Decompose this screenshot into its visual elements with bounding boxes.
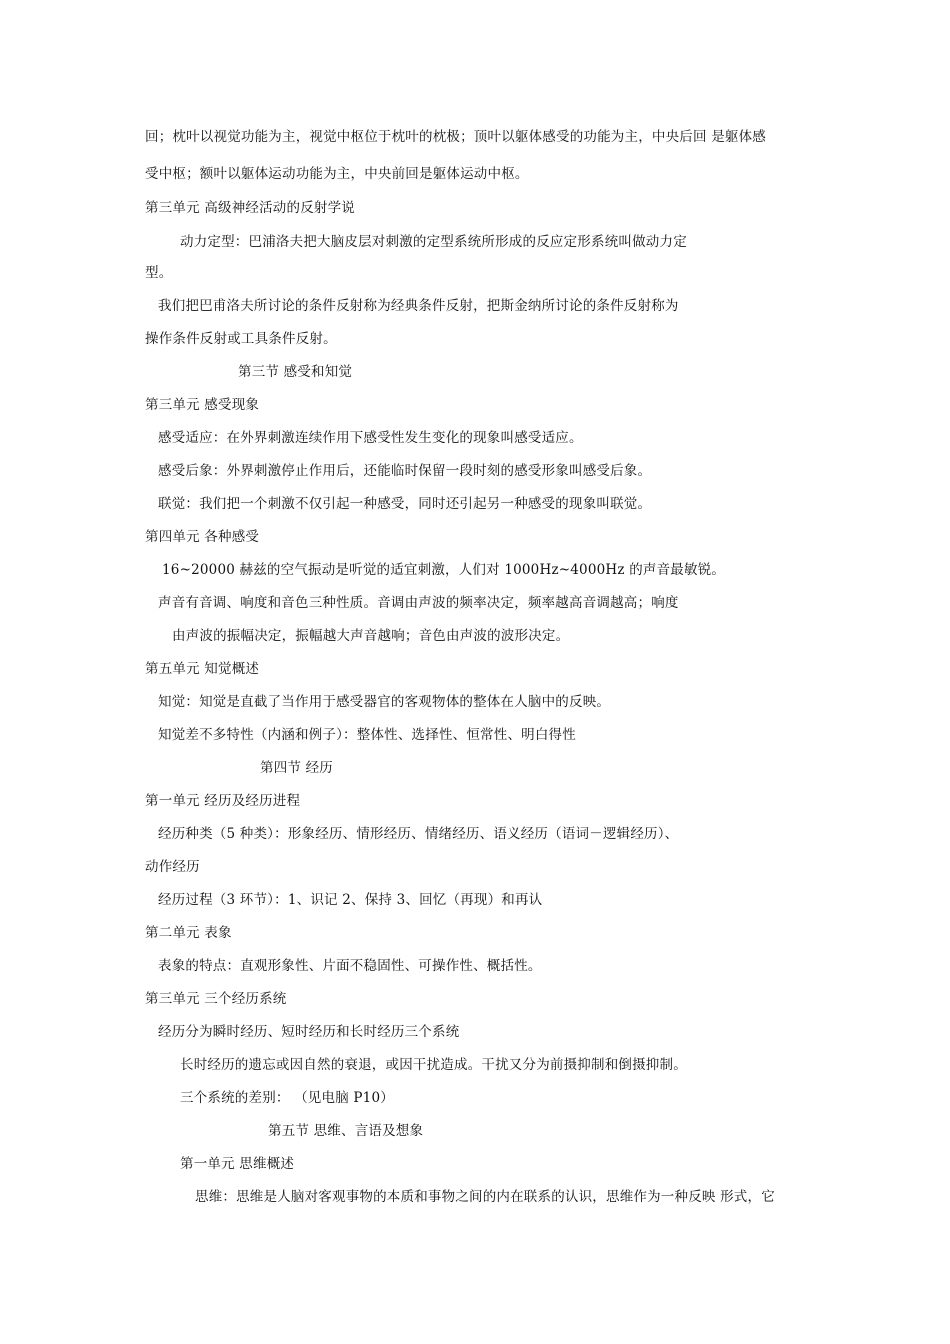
paragraph-line: 经历种类（5 种类）：形象经历、情形经历、情绪经历、语义经历（语词－逻辑经历）、 <box>158 826 679 842</box>
paragraph-line: 由声波的振幅决定，振幅越大声音越响；音色由声波的波形决定。 <box>172 628 570 644</box>
section-heading: 第四单元 各种感受 <box>145 529 260 545</box>
paragraph-line: 经历分为瞬时经历、短时经历和长时经历三个系统 <box>158 1024 460 1040</box>
paragraph-line: 知觉：知觉是直截了当作用于感受器官的客观物体的整体在人脑中的反映。 <box>158 694 611 710</box>
paragraph-line: 声音有音调、响度和音色三种性质。音调由声波的频率决定，频率越高音调越高；响度 <box>158 595 679 611</box>
section-heading: 第一单元 思维概述 <box>180 1156 295 1172</box>
paragraph-line: 思维：思维是人脑对客观事物的本质和事物之间的内在联系的认识，思维作为一种反映 形式，它 <box>195 1189 775 1205</box>
section-heading: 第三单元 三个经历系统 <box>145 991 287 1007</box>
paragraph-line: 表象的特点：直观形象性、片面不稳固性、可操作性、概括性。 <box>158 958 542 974</box>
paragraph-line: 动力定型：巴浦洛夫把大脑皮层对刺激的定型系统所形成的反应定形系统叫做动力定 <box>180 234 687 250</box>
section-heading: 第一单元 经历及经历进程 <box>145 793 301 809</box>
chapter-heading: 第四节 经历 <box>260 760 333 776</box>
chapter-heading: 第三节 感受和知觉 <box>238 364 353 380</box>
section-heading: 第五单元 知觉概述 <box>145 661 260 677</box>
paragraph-line: 长时经历的遗忘或因自然的衰退，或因干扰造成。干扰又分为前摄抑制和倒摄抑制。 <box>180 1057 687 1073</box>
section-heading: 第二单元 表象 <box>145 925 232 941</box>
paragraph-line: 经历过程（3 环节）：1、识记 2、保持 3、回忆（再现）和再认 <box>158 892 543 908</box>
paragraph-line: 操作条件反射或工具条件反射。 <box>145 331 337 347</box>
paragraph-line: 16~20000 赫兹的空气振动是听觉的适宜刺激，人们对 1000Hz~4000Hz 的声音最敏锐。 <box>162 562 726 578</box>
paragraph-line: 型。 <box>145 265 173 281</box>
section-heading: 第三单元 高级神经活动的反射学说 <box>145 200 355 216</box>
paragraph-line: 知觉差不多特性（内涵和例子）：整体性、选择性、恒常性、明白得性 <box>158 727 576 743</box>
paragraph-line: 动作经历 <box>145 859 200 875</box>
paragraph-line: 感受后象：外界刺激停止作用后，还能临时保留一段时刻的感受形象叫感受后象。 <box>158 463 652 479</box>
paragraph-line: 联觉：我们把一个刺激不仅引起一种感受，同时还引起另一种感受的现象叫联觉。 <box>158 496 652 512</box>
paragraph-line: 三个系统的差别： （见电脑 P10） <box>180 1090 394 1106</box>
section-heading: 第三单元 感受现象 <box>145 397 260 413</box>
paragraph-line: 受中枢；额叶以躯体运动功能为主，中央前回是躯体运动中枢。 <box>145 166 529 182</box>
paragraph-line: 回；枕叶以视觉功能为主，视觉中枢位于枕叶的枕极；顶叶以躯体感受的功能为主，中央后回 是躯体感 <box>145 129 766 145</box>
paragraph-line: 感受适应：在外界刺激连续作用下感受性发生变化的现象叫感受适应。 <box>158 430 583 446</box>
paragraph-line: 我们把巴甫洛夫所讨论的条件反射称为经典条件反射，把斯金纳所讨论的条件反射称为 <box>158 298 679 314</box>
chapter-heading: 第五节 思维、言语及想象 <box>268 1123 424 1139</box>
